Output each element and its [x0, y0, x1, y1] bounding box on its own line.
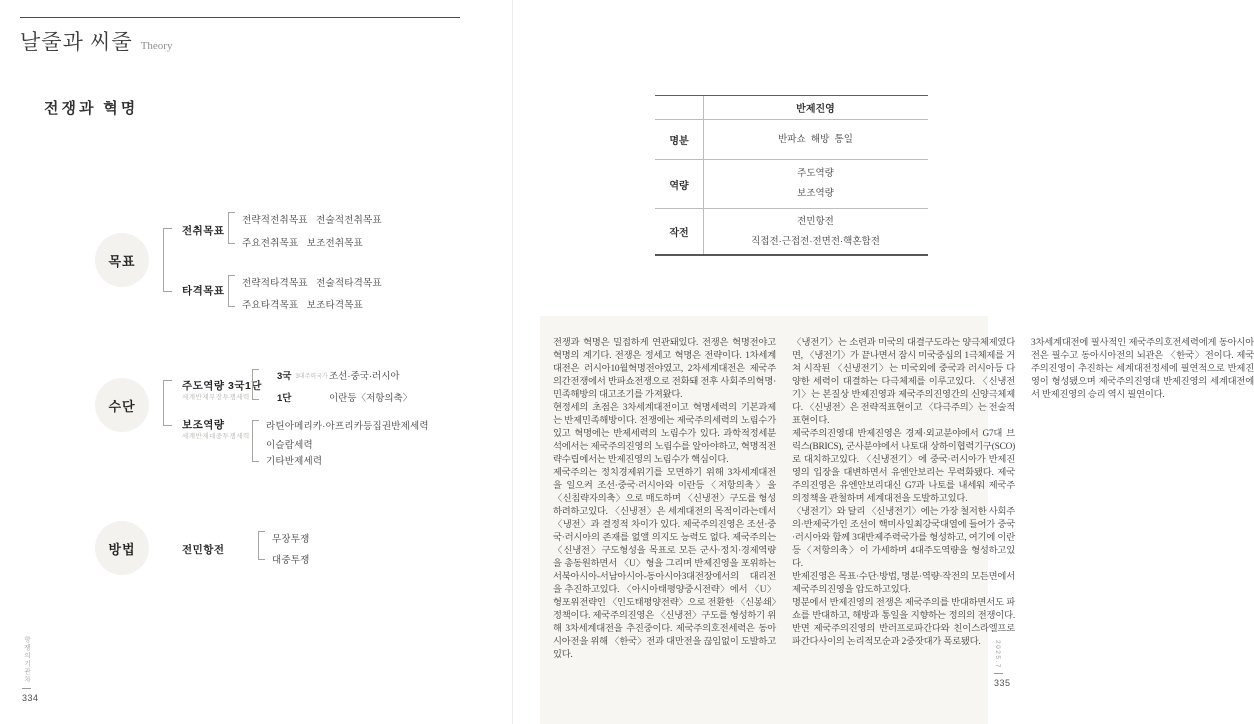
paragraph: 3차세계대전에 필사적인 제국주의호전세력에게 동아시아전은 필수고 동아시아전의 뇌관은 〈한국〉전이다. 제국주의진영이 추진하는 세계대전정세에 필연적으로 반제진영이 형성됐으며 제국주의진영대 반제진영의 세계대전에서 반제진영의 승리 역시 필연이다.: [1031, 338, 1254, 400]
paragraph: 〈냉전기〉와 달리 〈신냉전기〉에는 가장 철저한 사회주의·반제국가인 조선이 핵미사일최강국대열에 들어가 중국·러시아와 함께 3대반제주력국가를 형성하고, 여기에 이란등〈저항의축〉이 가세하며 4대주도역량을 형성하고있다.: [792, 507, 1015, 569]
table-header-row: [655, 96, 928, 119]
primary-force-label: 주도역량 3국1단: [182, 380, 262, 392]
capture-goal-label: 전취목표: [182, 225, 225, 237]
one-group-value: 이란등〈저항의축〉: [329, 393, 413, 404]
paragraph: 전쟁과 혁명은 밀접하게 연관돼있다. 전쟁은 혁명전야고 혁명의 계기다. 전쟁은 정세고 혁명은 전략이다. 1차세계대전은 러시아10월혁명전야였고, 2차세계대전은 제국주의간전쟁에서 반파쇼전쟁으로 전화돼 전후 사회주의혁명·민족해방의 대고조기를 가져왔다.: [553, 338, 776, 400]
primary-force-bracket: [252, 369, 259, 400]
issue-vertical-text: 2025.7: [994, 640, 1001, 669]
method-war-label: 전민항전: [182, 544, 225, 556]
paragraph: 반제진영은 목표·수단·방법, 명분·역량·작전의 모든면에서 제국주의진영을 압도하고있다.: [792, 572, 1015, 595]
table-row: [655, 208, 928, 254]
table-header-cell: 반제진영: [796, 104, 835, 115]
anti-imperialist-camp-table: [655, 95, 928, 256]
table-row: [655, 159, 928, 208]
goal-node: 목표: [95, 233, 149, 287]
auxiliary-force-row: 라틴아메리카·아프리카등집권반제세력: [266, 421, 429, 432]
article-body: [553, 337, 1254, 673]
method-row: 대중투쟁: [272, 555, 310, 566]
three-states-value: 조선·중국·러시아: [329, 371, 400, 382]
paragraph: 명분에서 반제진영의 전쟁은 제국주의를 반대하면서도 파쇼를 반대하고, 해방과 통일을 지향하는 정의의 전쟁이다. 반면 제국주의진영의 반러프로파간다와 친이스라엘프로파간다사이의 논리적모순과 2중잣대가 폭로됐다.: [792, 598, 1015, 647]
row-label: 역량: [669, 180, 689, 192]
cell-line: 직접전·근접전·전면전·핵혼합전: [751, 235, 880, 247]
three-states-note: 3대주력국가: [295, 373, 328, 380]
paragraph: 〈냉전기〉는 소련과 미국의 대결구도라는 양극체제였다면, 〈냉전기〉가 끝나면서 잠시 미국중심의 1극체제를 거쳐 시작된 〈신냉전기〉는 미국외에 중국과 러시아등 다양한 세력이 대결하는 다극체제를 이루고있다. 〈신냉전기〉는 본질상 반제진영과 제국주의진영간의 신양극체제다. 〈신냉전〉은 전략적표현이고 〈다극주의〉는 전술적표현이다.: [792, 338, 1015, 426]
auxiliary-force-label: 보조역량: [182, 419, 225, 431]
magazine-title: 날줄과 씨줄: [20, 30, 133, 54]
table-row: [655, 119, 928, 159]
capture-goal-bracket: [228, 212, 235, 244]
left-page-footer: [22, 636, 39, 703]
auxiliary-force-row: 기타반제세력: [266, 456, 323, 467]
strike-goal-label: 타격목표: [182, 285, 225, 297]
capture-goal-row: 주요전취목표 보조전취목표: [242, 238, 364, 249]
right-page-footer: [994, 640, 1011, 688]
means-node: 수단: [95, 378, 149, 432]
paragraph: 현정세의 초점은 3차세계대전이고 혁명세력의 기본과제는 반제민족해방이다. 전쟁에는 제국주의세력의 노림수가 있고 혁명에는 반제세력의 노림수가 있다. 과학적정세분석에서는 제국주의진영의 노림수를 알아야하고, 혁명적전략수립에서는 반제진영의 노림수가 핵심이다.: [553, 403, 776, 465]
primary-force-row: [277, 390, 412, 404]
primary-force-caption: 세계반제무장투쟁세력: [182, 394, 250, 401]
strike-goal-row: 주요타격목표 보조타격목표: [242, 300, 364, 311]
means-bracket: [163, 380, 172, 426]
method-node: 방법: [95, 521, 149, 575]
magazine-subtitle: Theory: [140, 40, 173, 52]
masthead-rule: [20, 17, 460, 18]
masthead: [20, 26, 172, 56]
page-number-right: 335: [994, 677, 1011, 688]
paragraph: 제국주의는 정치경제위기를 모면하기 위해 3차세계대전을 일으켜 조선·중국·러시아와 이란등〈저항의축〉을 〈신침략자의축〉으로 매도하며 〈신냉전〉구도를 형성하려하고있다. 〈신냉전〉은 세계대전의 목적이라는데서 〈냉전〉과 결정적 차이가 있다. 제국주의진영은 조선·중국·러시아의 존재를 없앨 의지도 능력도 없다. 제국주의는 〈신냉전〉구도형성을 목표로 모든 군사·정치·경제역량을 총동원하면서 〈U〉형을 그리며 반제진영을 포위하는 서북아시아-서남아시아-동아시아3대전장에서의 대리전을 추진하고있다. 〈아시아태평양중시전략〉에서 〈U〉형포위전략인 〈인도태평양전략〉으로 전환한 〈신봉쇄〉정책이다. 제국주의진영은 〈신냉전〉구도를 형성하기 위해 3차세계대전을 추진중이다. 제국주의호전세력은 동아시아전을 위해 〈한국〉전과 대만전을 끊임없이 도발하고있다.: [553, 468, 776, 660]
footer-dash: [22, 688, 31, 689]
paragraph: 제국주의진영대 반제진영은 경제·외교분야에서 G7대 브릭스(BRICS), 군사분야에서 나토대 상하이협력기구(SCO)로 대치하고있다. 〈신냉전기〉에 중국·러시아가 반제진영의 입장을 대변하면서 유엔안보리는 무력화됐다. 제국주의진영은 유엔안보리대신 G7과 나토를 내세워 제국주의정책을 관철하며 세계대전을 도발하고있다.: [792, 429, 1015, 504]
row-label: 작전: [669, 228, 689, 239]
method-bracket: [258, 531, 265, 560]
auxiliary-force-row: 이슬람세력: [266, 440, 313, 451]
auxiliary-force-caption: 세계반제대중투쟁세력: [182, 433, 250, 440]
strike-goal-bracket: [228, 275, 235, 307]
three-states-key: 3국: [277, 371, 292, 382]
footer-dash: [994, 673, 1003, 674]
section-title: 전쟁과 혁명: [44, 101, 139, 117]
one-group-key: 1단: [277, 393, 292, 404]
page-fold-divider: [512, 0, 513, 724]
auxiliary-force-bracket: [252, 420, 259, 462]
strike-goal-row: 전략적타격목표 전술적타격목표: [242, 278, 382, 289]
imprint-vertical-text: 항쟁의기관차: [23, 636, 30, 684]
goal-bracket: [163, 228, 172, 292]
cell-line: 반파쇼 해방 통일: [778, 133, 853, 145]
cell-line: 전민항전: [797, 215, 834, 227]
row-label: 명분: [669, 136, 689, 147]
table-column-divider: [703, 96, 704, 254]
capture-goal-row: 전략적전취목표 전술적전취목표: [242, 215, 382, 226]
cell-line: 보조역량: [797, 188, 834, 199]
cell-line: 주도역량: [797, 168, 834, 179]
method-row: 무장투쟁: [272, 534, 310, 545]
page-number-left: 334: [22, 693, 39, 703]
primary-force-row: [277, 368, 400, 382]
